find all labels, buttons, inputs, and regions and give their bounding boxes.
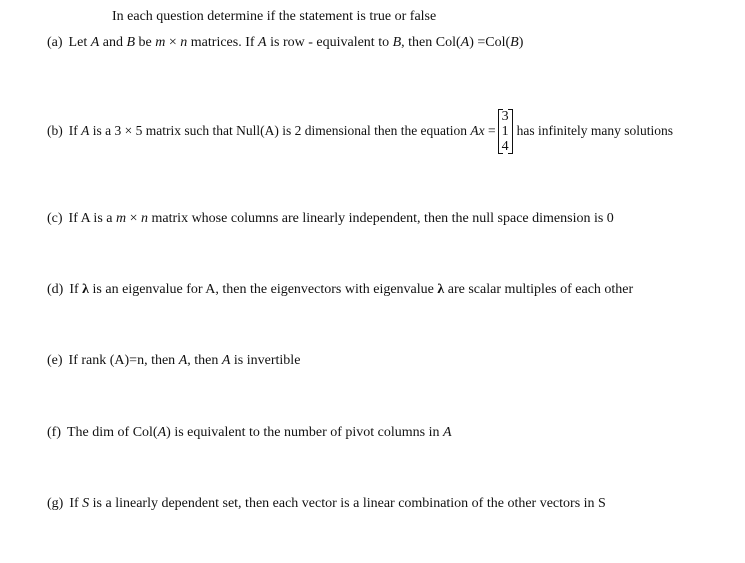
var: B [126, 35, 136, 50]
text: If [69, 282, 83, 297]
question-d-label: (d) [47, 282, 64, 297]
lambda-symbol: λ [82, 282, 90, 297]
instructions-heading: In each question determine if the statement is true or false [112, 9, 437, 24]
question-a-label: (a) [47, 35, 63, 50]
lambda-symbol: λ [437, 282, 445, 297]
text: is a linearly dependent set, then each vector is a linear combination of the other vectors in S [89, 496, 606, 511]
text: and [99, 35, 127, 50]
var: A [157, 425, 167, 440]
question-b-label: (b) [47, 123, 63, 138]
text: is a 3 × 5 matrix such that Null(A) is 2 dimensional then the equation [89, 123, 471, 138]
vector-entry: 1 [501, 124, 509, 140]
text: , then [187, 353, 222, 368]
question-c-label: (c) [47, 211, 63, 226]
text: , then Col( [401, 35, 461, 50]
var: A [81, 123, 90, 138]
text: × [126, 211, 142, 226]
vector-entry: 4 [501, 139, 509, 155]
text: Let [68, 35, 91, 50]
text: is row - equivalent to [266, 35, 393, 50]
column-vector [498, 109, 513, 154]
var: S [82, 496, 90, 511]
text: ) =Col( [469, 35, 511, 50]
text: ) is equivalent to the number of pivot columns in [166, 425, 444, 440]
var: n [141, 211, 149, 226]
text: If rank (A)=n, then [68, 353, 179, 368]
text: is an eigenvalue for A, then the eigenvectors with eigenvalue [89, 282, 438, 297]
var: A [221, 353, 231, 368]
text: has infinitely many solutions [516, 123, 674, 138]
text: matrices. If [187, 35, 259, 50]
question-b [47, 105, 673, 157]
var: A [178, 353, 188, 368]
text: are scalar multiples of each other [444, 282, 634, 297]
question-a [47, 34, 523, 52]
question-d [47, 281, 633, 299]
var: A [443, 425, 452, 440]
text: be [135, 35, 156, 50]
var: m [155, 35, 166, 50]
text: If [69, 496, 83, 511]
text: × [165, 35, 181, 50]
var: B [510, 35, 519, 50]
text: matrix whose columns are linearly independent, then the null space dimension is 0 [148, 211, 614, 226]
text: If A is a [68, 211, 116, 226]
question-f-label: (f) [47, 425, 61, 440]
text: The dim of Col( [67, 425, 158, 440]
question-g [47, 495, 606, 513]
var: Ax [470, 123, 485, 138]
text: = [484, 123, 496, 138]
question-e [47, 352, 300, 370]
var: m [116, 211, 127, 226]
var: A [258, 35, 267, 50]
question-g-label: (g) [47, 496, 64, 511]
text: is invertible [230, 353, 301, 368]
var: A [90, 35, 100, 50]
question-f [47, 424, 452, 442]
var: B [392, 35, 402, 50]
question-e-label: (e) [47, 353, 63, 368]
text: ) [518, 35, 524, 50]
vector-entry: 3 [501, 109, 509, 125]
var: A [460, 35, 470, 50]
question-c [47, 210, 614, 228]
var: n [180, 35, 188, 50]
text: If [68, 123, 82, 138]
